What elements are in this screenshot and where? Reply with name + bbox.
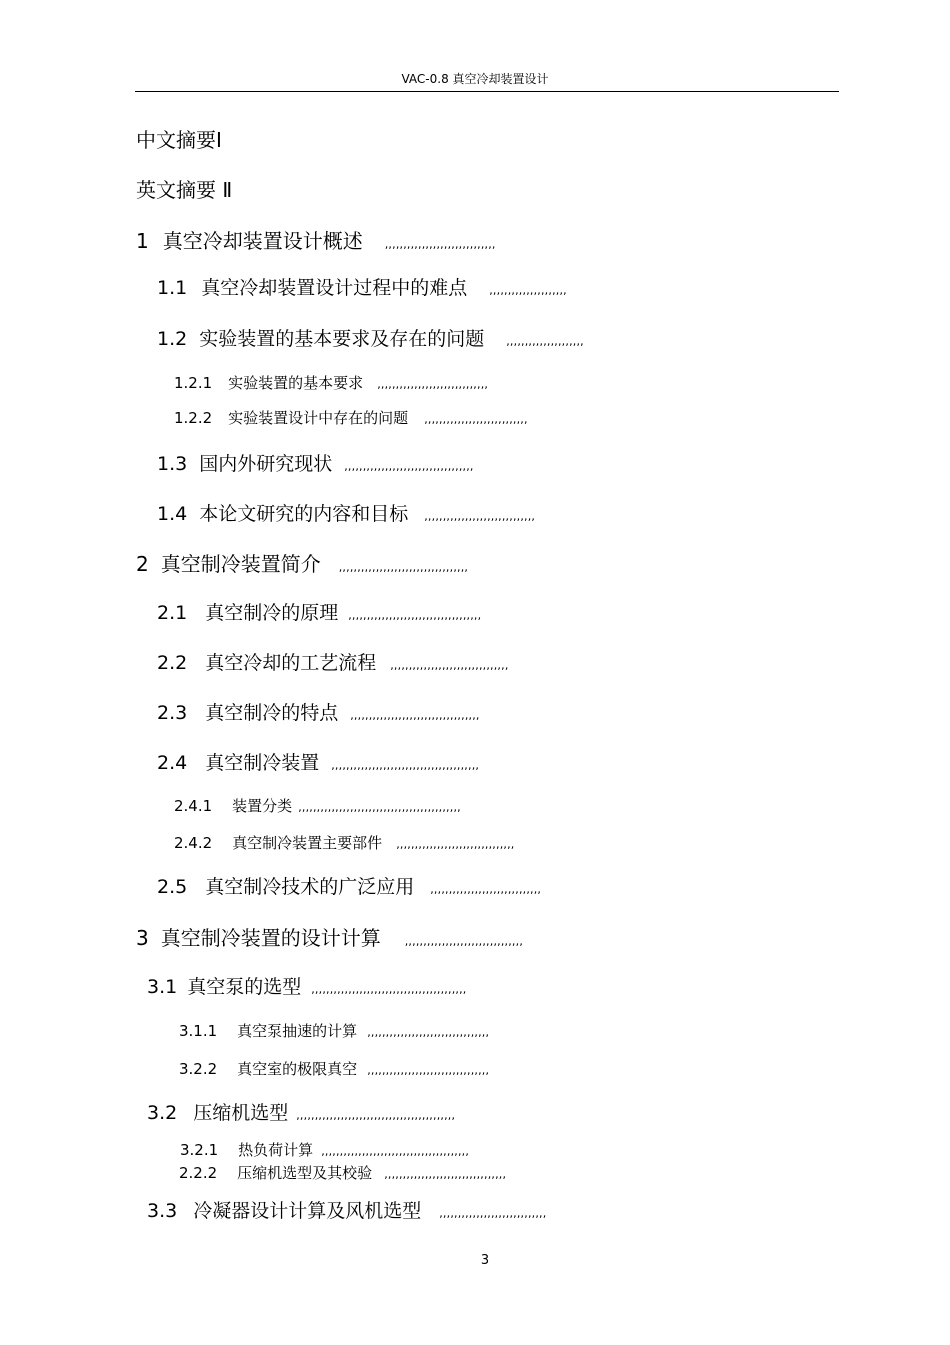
toc-entry[interactable] xyxy=(157,279,567,298)
toc-leader-dots: ,,,,,,,,,,,,,,,,,,,,, xyxy=(506,335,584,348)
toc-entry-title: 真空制冷技术的广泛应用 xyxy=(205,876,415,898)
toc-entry-number: 3.1 xyxy=(147,976,178,998)
toc-entry-title: 真空泵的选型 xyxy=(187,976,302,998)
page-number: 3 xyxy=(480,1253,490,1268)
toc-entry-number: 2.4.1 xyxy=(174,797,213,815)
toc-entry-number: 1.3 xyxy=(157,453,188,475)
toc-entry[interactable] xyxy=(157,455,474,474)
toc-entry-title: 压缩机选型 xyxy=(193,1102,289,1124)
toc-entry-title: 冷凝器设计计算及风机选型 xyxy=(193,1200,422,1222)
toc-leader-dots: ,,,,,,,,,,,,,,,,,,,,,,,,,,,,,, xyxy=(430,883,542,896)
toc-entry[interactable] xyxy=(179,1062,489,1077)
toc-entry-number: 2 xyxy=(136,552,149,576)
toc-leader-dots: ,,,,,,,,,,,,,,,,,,,,,,,,,,,,,, xyxy=(384,238,496,251)
toc-entry-number: 2.2 xyxy=(157,652,188,674)
toc-leader-dots: ,,,,,,,,,,,,,,,,,,,,,,,,,,,,,,,,, xyxy=(367,1064,490,1077)
toc-entry-title: 真空冷却装置设计概述 xyxy=(162,229,363,253)
toc-entry-number: 2.1 xyxy=(157,602,188,624)
toc-entry-number: 2.2.2 xyxy=(179,1164,218,1182)
toc-leader-dots: ,,,,,,,,,,,,,,,,,,,,,,,,,,,,,,,,,,,,,,,, xyxy=(331,759,480,772)
toc-entry-title: 实验装置设计中存在的问题 xyxy=(228,409,409,427)
toc-entry-title: 真空制冷的原理 xyxy=(205,602,339,624)
toc-entry[interactable] xyxy=(179,1024,489,1039)
toc-leader-dots: ,,,,,,,,,,,,,,,,,,,,,,,,,,,,,,,,,,, xyxy=(338,561,469,574)
toc-leader-dots: ,,,,,,,,,,,,,,,,,,,,,,,,,,,,,,,, xyxy=(396,838,515,851)
toc-entry[interactable] xyxy=(157,654,509,673)
toc-entry-number: 3.1.1 xyxy=(179,1022,218,1040)
toc-entry-title: 实验装置的基本要求 xyxy=(228,374,364,392)
toc-entry-title: 真空制冷装置简介 xyxy=(160,552,321,576)
toc-leader-dots: ,,,,,,,,,,,,,,,,,,,,,,,,,,,,,,,, xyxy=(404,935,524,948)
toc-leader-dots: ,,,,,,,,,,,,,,,,,,,,,,,,,,,, xyxy=(424,413,528,426)
toc-entry-number: 3.2.1 xyxy=(180,1141,219,1159)
toc-entry[interactable] xyxy=(180,1143,469,1158)
toc-entry[interactable] xyxy=(147,978,467,997)
toc-entry-title: 真空冷却装置设计过程中的难点 xyxy=(201,277,468,299)
toc-entry-number: 2.4 xyxy=(157,752,188,774)
running-header: VAC-0.8 真空冷却装置设计 xyxy=(401,72,549,86)
toc-entry-number: 1 xyxy=(136,229,149,253)
toc-leader-dots: ,,,,,,,,,,,,,,,,,,,,,,,,,,,,,, xyxy=(424,510,536,523)
toc-entry[interactable] xyxy=(157,330,584,349)
toc-entry-number: 3.2 xyxy=(147,1102,178,1124)
toc-leader-dots: ,,,,,,,,,,,,,,,,,,,,,,,,,,,,,,,,,,,,,,,, xyxy=(321,1145,470,1158)
toc-entry[interactable] xyxy=(147,1104,455,1123)
toc-leader-dots: ,,,,,,,,,,,,,,,,,,,,,,,,,,,,,,,,, xyxy=(367,1026,490,1039)
toc-entry-number: 3.3 xyxy=(147,1200,178,1222)
toc-entry[interactable] xyxy=(174,376,488,391)
toc-entry-title: 真空制冷装置主要部件 xyxy=(232,834,383,852)
toc-entry[interactable] xyxy=(174,411,528,426)
toc-entry-title: 真空制冷的特点 xyxy=(205,702,339,724)
toc-entry-number: 1.2.2 xyxy=(174,409,213,427)
toc-entry[interactable] xyxy=(157,604,481,623)
toc-leader-dots: ,,,,,,,,,,,,,,,,,,,,,,,,,,,,,,,,, xyxy=(384,1168,507,1181)
toc-entry-title: 真空制冷装置的设计计算 xyxy=(160,926,381,950)
toc-entry[interactable] xyxy=(157,878,541,897)
toc-leader-dots: ,,,,,,,,,,,,,,,,,,,,,,,,,,,,,,,,,,,, xyxy=(348,609,482,622)
toc-leader-dots: ,,,,,,,,,,,,,,,,,,,,,,,,,,,,, xyxy=(439,1207,547,1220)
toc-leader-dots: ,,,,,,,,,,,,,,,,,,,,,,,,,,,,,,,,,,, xyxy=(350,709,480,722)
toc-entry[interactable] xyxy=(147,1202,546,1221)
toc-leader-dots: ,,,,,,,,,,,,,,,,,,,,,,,,,,,,,,,,,,,,,,,,,,,, xyxy=(298,801,461,814)
toc-entry-number: 2.5 xyxy=(157,876,188,898)
toc-entry-number: 2.3 xyxy=(157,702,188,724)
toc-entry-number: 1.2 xyxy=(157,328,188,350)
toc-leader-dots: ,,,,,,,,,,,,,,,,,,,,,,,,,,,,,,,,,,,,,,,,,, xyxy=(311,983,467,996)
toc-entry-number: 2.4.2 xyxy=(174,834,213,852)
toc-entry[interactable] xyxy=(174,799,461,814)
toc-entry-title: 本论文研究的内容和目标 xyxy=(199,503,409,525)
toc-entry[interactable] xyxy=(174,836,514,851)
toc-entry-title: 压缩机选型及其校验 xyxy=(237,1164,373,1182)
toc-entry-number: 1.2.1 xyxy=(174,374,213,392)
toc-entry-number: 3 xyxy=(136,926,149,950)
toc-entry-title: 真空冷却的工艺流程 xyxy=(205,652,377,674)
toc-entry-title: 真空制冷装置 xyxy=(205,752,320,774)
toc-entry[interactable] xyxy=(157,704,480,723)
toc-leader-dots: ,,,,,,,,,,,,,,,,,,,,, xyxy=(489,284,567,297)
toc-entry-number: 3.2.2 xyxy=(179,1060,218,1078)
toc-entry-title: 真空泵抽速的计算 xyxy=(237,1022,358,1040)
toc-entry[interactable] xyxy=(179,1166,506,1181)
toc-entry-title: 真空室的极限真空 xyxy=(237,1060,358,1078)
toc-leader-dots: ,,,,,,,,,,,,,,,,,,,,,,,,,,,,,,,,,,,,,,,,,,, xyxy=(296,1109,456,1122)
toc-leader-dots: ,,,,,,,,,,,,,,,,,,,,,,,,,,,,,, xyxy=(377,378,489,391)
toc-entry[interactable] xyxy=(136,928,523,948)
toc-entry[interactable] xyxy=(136,130,222,150)
toc-entry[interactable] xyxy=(136,554,468,574)
toc-entry-title: 实验装置的基本要求及存在的问题 xyxy=(199,328,485,350)
toc-entry[interactable] xyxy=(136,231,496,251)
toc-entry-title: 热负荷计算 xyxy=(238,1141,314,1159)
toc-entry-number: 1.4 xyxy=(157,503,188,525)
toc-entry[interactable] xyxy=(136,180,232,200)
toc-entry-title: 英文摘要 Ⅱ xyxy=(136,178,233,202)
toc-leader-dots: ,,,,,,,,,,,,,,,,,,,,,,,,,,,,,,,,,,, xyxy=(344,460,474,473)
toc-entry-title: 装置分类 xyxy=(232,797,293,815)
toc-leader-dots: ,,,,,,,,,,,,,,,,,,,,,,,,,,,,,,,, xyxy=(390,659,509,672)
toc-entry[interactable] xyxy=(157,754,479,773)
header-rule xyxy=(135,91,839,92)
toc-entry-title: 国内外研究现状 xyxy=(199,453,333,475)
toc-entry-number: 1.1 xyxy=(157,277,188,299)
toc-entry-title: 中文摘要Ⅰ xyxy=(136,128,222,152)
toc-entry[interactable] xyxy=(157,505,535,524)
